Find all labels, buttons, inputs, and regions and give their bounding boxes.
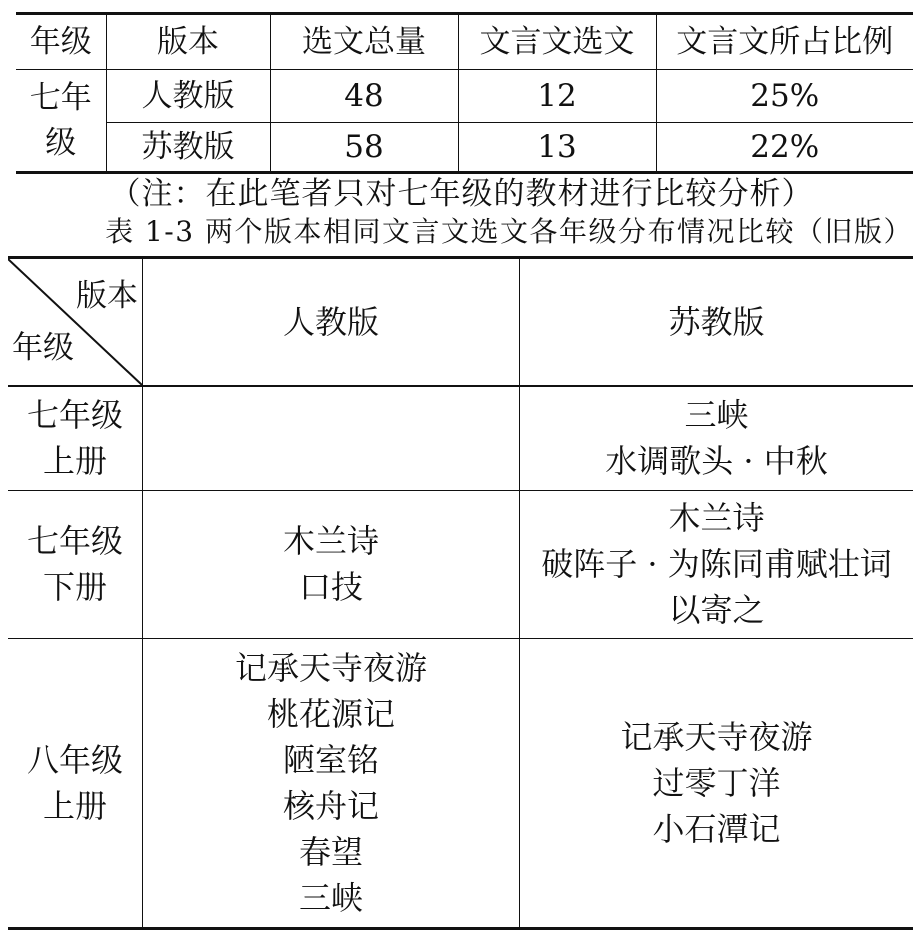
corner-edition-label: 版本 bbox=[76, 278, 138, 314]
title-item: 三峡 bbox=[298, 878, 363, 917]
distribution-table bbox=[8, 256, 913, 930]
table-caption: 表 1-3 两个版本相同文言文选文各年级分布情况比较（旧版） bbox=[105, 215, 913, 248]
sujiao-cell bbox=[520, 386, 914, 490]
sujiao-cell bbox=[520, 638, 914, 928]
title-item: 记承天寺夜游 bbox=[620, 717, 813, 756]
renjiao-cell bbox=[143, 386, 520, 490]
edition-cell: 人教版 bbox=[106, 70, 270, 123]
stats-row bbox=[16, 70, 913, 123]
title-item: 口技 bbox=[298, 568, 363, 606]
header-total: 选文总量 bbox=[270, 14, 458, 70]
classical-cell: 12 bbox=[458, 70, 656, 123]
distribution-header-row bbox=[8, 258, 913, 387]
stats-row bbox=[16, 123, 913, 173]
term-line: 上册 bbox=[42, 786, 107, 825]
table-row bbox=[8, 386, 913, 490]
grade-cell bbox=[8, 490, 143, 638]
corner-grade-label: 年级 bbox=[12, 330, 74, 366]
edition-cell: 苏教版 bbox=[106, 123, 270, 173]
col-header-sujiao: 苏教版 bbox=[520, 258, 914, 387]
stats-table bbox=[16, 12, 913, 174]
grade-cell bbox=[8, 386, 143, 490]
title-item: 记承天寺夜游 bbox=[234, 648, 427, 687]
col-header-renjiao: 人教版 bbox=[143, 258, 520, 387]
header-edition: 版本 bbox=[106, 14, 270, 70]
corner-cell bbox=[8, 258, 143, 387]
title-item: 水调歌头 · 中秋 bbox=[605, 442, 828, 481]
classical-cell: 13 bbox=[458, 123, 656, 173]
grade-text: 七年级 bbox=[29, 79, 92, 161]
table-row bbox=[8, 638, 913, 928]
title-item: 小石潭记 bbox=[652, 809, 781, 848]
title-item: 陋室铭 bbox=[282, 740, 379, 779]
renjiao-cell bbox=[143, 638, 520, 928]
header-classical: 文言文选文 bbox=[458, 14, 656, 70]
grade-line: 七年级 bbox=[26, 522, 123, 560]
stats-header-row bbox=[16, 14, 913, 70]
grade-cell bbox=[16, 70, 106, 173]
header-ratio: 文言文所占比例 bbox=[656, 14, 913, 70]
total-cell: 58 bbox=[270, 123, 458, 173]
total-cell: 48 bbox=[270, 70, 458, 123]
table-note: （注：在此笔者只对七年级的教材进行比较分析） bbox=[109, 176, 814, 212]
title-item: 木兰诗 bbox=[282, 522, 379, 560]
title-item: 核舟记 bbox=[282, 786, 379, 825]
title-item: 以寄之 bbox=[668, 591, 765, 629]
title-item: 木兰诗 bbox=[668, 499, 765, 537]
table-row bbox=[8, 490, 913, 638]
title-item: 过零丁洋 bbox=[652, 763, 781, 802]
term-line: 下册 bbox=[42, 568, 107, 606]
title-item: 破阵子 · 为陈同甫赋壮词 bbox=[541, 545, 892, 583]
term-line: 上册 bbox=[42, 442, 107, 481]
title-item: 春望 bbox=[298, 832, 363, 871]
sujiao-cell bbox=[520, 490, 914, 638]
grade-line: 七年级 bbox=[26, 396, 123, 435]
title-item: 桃花源记 bbox=[266, 694, 395, 733]
ratio-cell: 22% bbox=[656, 123, 913, 173]
header-grade: 年级 bbox=[16, 14, 106, 70]
ratio-cell: 25% bbox=[656, 70, 913, 123]
title-item: 三峡 bbox=[684, 396, 749, 435]
renjiao-cell bbox=[143, 490, 520, 638]
grade-line: 八年级 bbox=[26, 740, 123, 779]
grade-cell bbox=[8, 638, 143, 928]
